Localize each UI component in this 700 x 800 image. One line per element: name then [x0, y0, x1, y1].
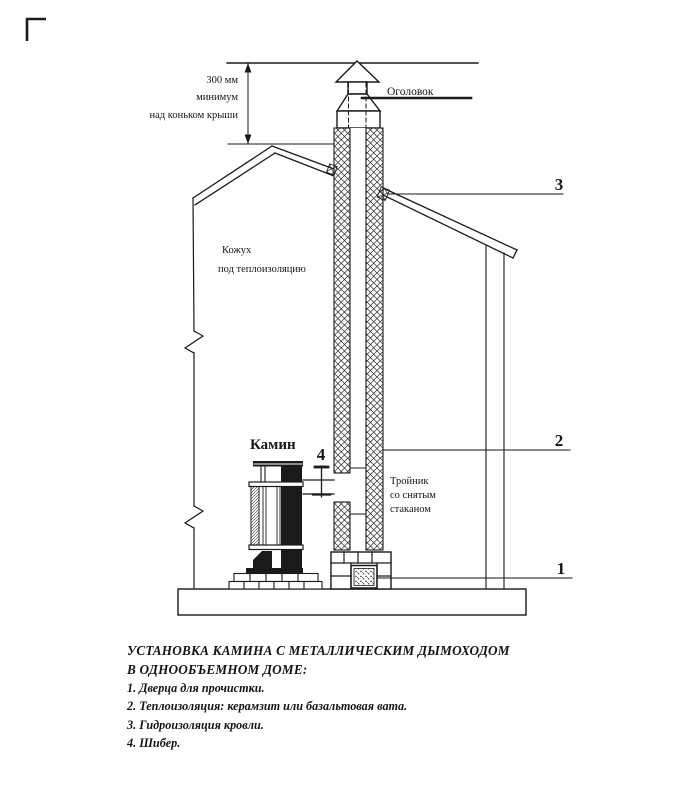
callout-4-damper: 4 — [316, 445, 326, 464]
callout-3-waterproofing: 3 — [554, 175, 564, 194]
cap-label: Оголовок — [387, 86, 434, 98]
caption-item-2: 2. Теплоизоляция: керамзит или базальтовая вата. — [127, 699, 408, 714]
fireplace-label: Камин — [250, 437, 296, 453]
tee-label-line1: Тройник — [390, 476, 429, 487]
caption-title-line2: В ОДНООБЪЕМНОМ ДОМЕ: — [127, 661, 308, 677]
dimension-note-line2: минимум — [196, 92, 238, 103]
casing-label-line2: под теплоизоляцию — [218, 264, 306, 275]
pedestal-bricks — [229, 574, 322, 590]
callout-1-door: 1 — [556, 559, 566, 578]
right-post — [486, 246, 504, 589]
caption-title-line1: УСТАНОВКА КАМИНА С МЕТАЛЛИЧЕСКИМ ДЫМОХОДОМ — [127, 643, 510, 658]
left-wall — [185, 198, 203, 589]
tee-label-line3: стаканом — [390, 504, 431, 515]
flue-pipe — [303, 480, 334, 494]
page-corner-mark — [27, 19, 46, 41]
caption-item-3: 3. Гидроизоляция кровли. — [127, 717, 264, 732]
insulation-strip-left-lower — [334, 502, 350, 550]
floor-slab — [178, 589, 526, 615]
chimney-base-bricks — [331, 552, 391, 589]
cleaning-door — [354, 569, 374, 586]
damper — [313, 466, 330, 497]
dimension-note-line3: над коньком крыши — [149, 110, 238, 121]
chimney-cap — [336, 61, 380, 128]
fireplace — [246, 461, 303, 574]
figure-caption — [127, 642, 557, 752]
casing-label-line1: Кожух — [222, 245, 252, 256]
caption-item-1: 1. Дверца для прочистки. — [127, 681, 265, 695]
callout-2-insulation: 2 — [554, 431, 564, 450]
dimension-note-line1: 300 мм — [206, 75, 238, 86]
tee-label-line2: со снятым — [390, 490, 436, 501]
caption-item-4: 4. Шибер. — [127, 735, 181, 750]
insulation-strip-left-upper — [334, 128, 350, 473]
fireplace-door-glass — [251, 487, 259, 546]
chimney — [334, 128, 383, 552]
